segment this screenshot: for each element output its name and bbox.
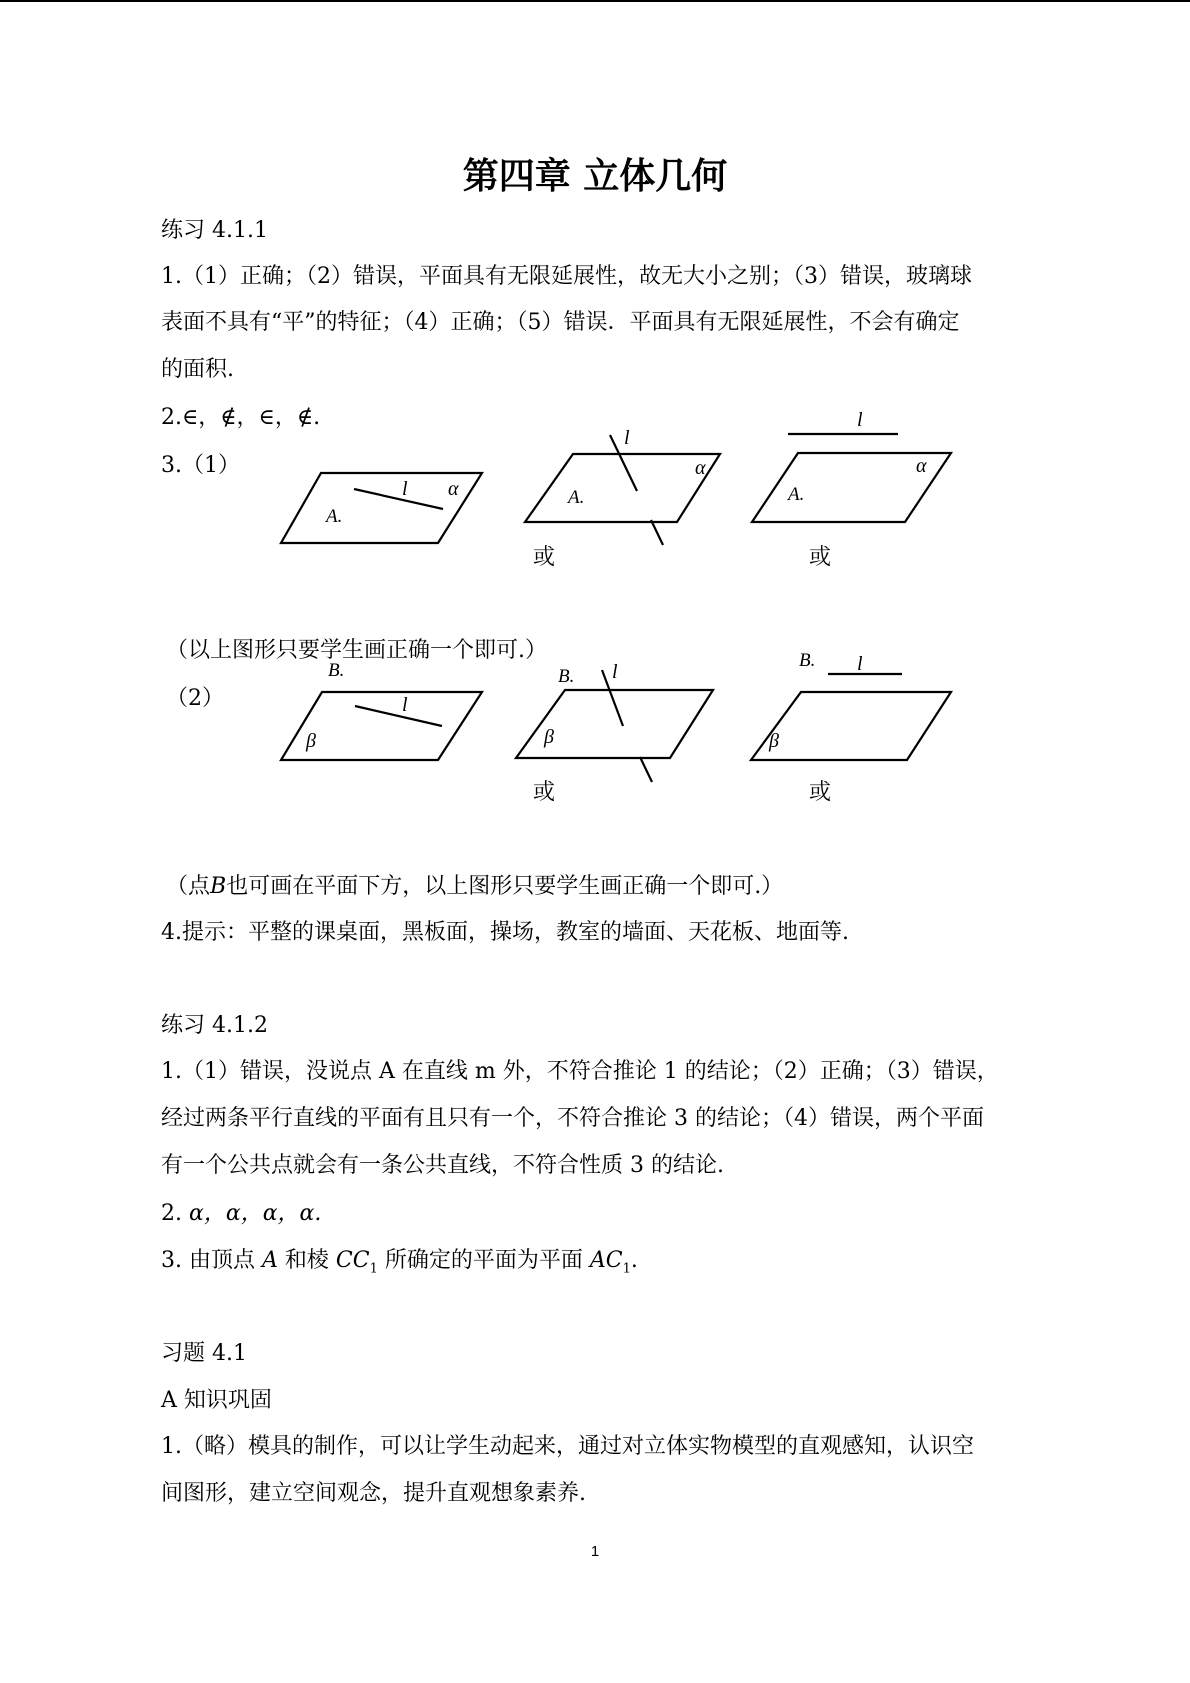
label-alpha: α <box>448 478 459 500</box>
or-label-2: 或 <box>809 545 832 570</box>
figure-line-in-plane-beta <box>270 655 490 765</box>
answer-3-part-1-label: 3.（1） <box>161 453 240 478</box>
label-l: l <box>402 694 408 716</box>
label-point-a: A. <box>326 506 343 527</box>
s2-answer-1-line-2: 经过两条平行直线的平面有且只有一个，不符合推论 3 的结论；（4）错误，两个平面 <box>161 1106 984 1131</box>
label-beta: β <box>306 730 316 752</box>
figure-line-intersecting-plane-alpha <box>520 425 730 550</box>
answer-4: 4.提示：平整的课桌面，黑板面，操场，教室的墙面、天花板、地面等. <box>161 920 849 945</box>
section-heading-4-1-1: 练习 4.1.1 <box>161 218 268 243</box>
note-point-b-prefix: （点 <box>166 874 211 899</box>
s2-answer-3-b: 和棱 <box>284 1248 329 1273</box>
label-alpha: α <box>916 455 927 477</box>
label-l: l <box>612 661 618 683</box>
or-label-4: 或 <box>809 780 832 805</box>
label-l: l <box>624 427 630 449</box>
s3-answer-1-line-2: 间图形，建立空间观念，提升直观想象素养. <box>161 1481 586 1506</box>
s3-answer-1-line-1: 1.（略）模具的制作，可以让学生动起来，通过对立体实物模型的直观感知，认识空 <box>161 1434 974 1459</box>
page-number: 1 <box>590 1543 600 1560</box>
or-label-3: 或 <box>533 780 556 805</box>
note-point-b-letter: B <box>210 874 227 899</box>
s2-answer-2-values: α，α，α，α. <box>188 1201 322 1226</box>
s2-answer-1-line-1: 1.（1）错误，没说点 A 在直线 m 外，不符合推论 1 的结论；（2）正确；（3）错误， <box>161 1059 999 1084</box>
section-heading-exercise-4-1: 习题 4.1 <box>161 1341 247 1366</box>
s2-answer-2 <box>161 1199 321 1229</box>
top-border <box>0 0 1190 2</box>
s2-answer-3 <box>161 1246 638 1284</box>
note-draw-one: （以上图形只要学生画正确一个即可.） <box>166 638 547 663</box>
s2-answer-3-a: 3. 由顶点 <box>161 1248 255 1273</box>
figure-line-parallel-plane-beta <box>745 640 960 765</box>
label-point-b: B. <box>558 666 575 687</box>
label-beta: β <box>769 730 779 752</box>
figure-line-intersecting-plane-beta <box>510 660 725 785</box>
answer-1-line-1: 1.（1）正确；（2）错误，平面具有无限延展性，故无大小之别；（3）错误，玻璃球 <box>161 264 972 289</box>
answer-2: 2.∈，∉，∈，∉. <box>161 405 321 430</box>
answer-3-part-2-label: （2） <box>166 686 224 711</box>
note-point-b <box>166 872 783 902</box>
figure-line-parallel-plane-alpha <box>745 410 960 525</box>
plane-ac-subscript: 1 <box>622 1261 631 1277</box>
vertex-a: A <box>261 1248 278 1273</box>
answer-1-line-3: 的面积. <box>161 357 234 382</box>
note-point-b-rest: 也可画在平面下方，以上图形只要学生画正确一个即可.） <box>226 874 784 899</box>
figure-line-in-plane-alpha <box>270 470 490 550</box>
label-l: l <box>857 653 863 675</box>
s2-answer-1-line-3: 有一个公共点就会有一条公共直线，不符合性质 3 的结论. <box>161 1153 724 1178</box>
section-heading-4-1-2: 练习 4.1.2 <box>161 1013 268 1038</box>
s2-answer-2-prefix: 2. <box>161 1201 189 1226</box>
plane-ac: AC <box>589 1248 623 1273</box>
subheading-knowledge: A 知识巩固 <box>161 1388 272 1413</box>
or-label-1: 或 <box>533 545 556 570</box>
label-point-b: B. <box>328 660 345 681</box>
label-point-a: A. <box>788 484 805 505</box>
answer-1-line-2: 表面不具有“平”的特征；（4）正确；（5）错误．平面具有无限延展性，不会有确定 <box>161 310 960 335</box>
label-l: l <box>857 410 863 431</box>
label-point-b: B. <box>799 650 816 671</box>
label-l: l <box>402 478 408 500</box>
s2-answer-3-c: 所确定的平面为平面 <box>384 1248 583 1273</box>
label-point-a: A. <box>568 487 585 508</box>
label-alpha: α <box>695 457 706 479</box>
edge-cc: CC <box>335 1248 370 1273</box>
page-title: 第四章 立体几何 <box>462 156 728 197</box>
label-beta: β <box>544 726 554 748</box>
edge-cc-subscript: 1 <box>369 1261 378 1277</box>
s2-answer-3-end: . <box>630 1248 638 1273</box>
